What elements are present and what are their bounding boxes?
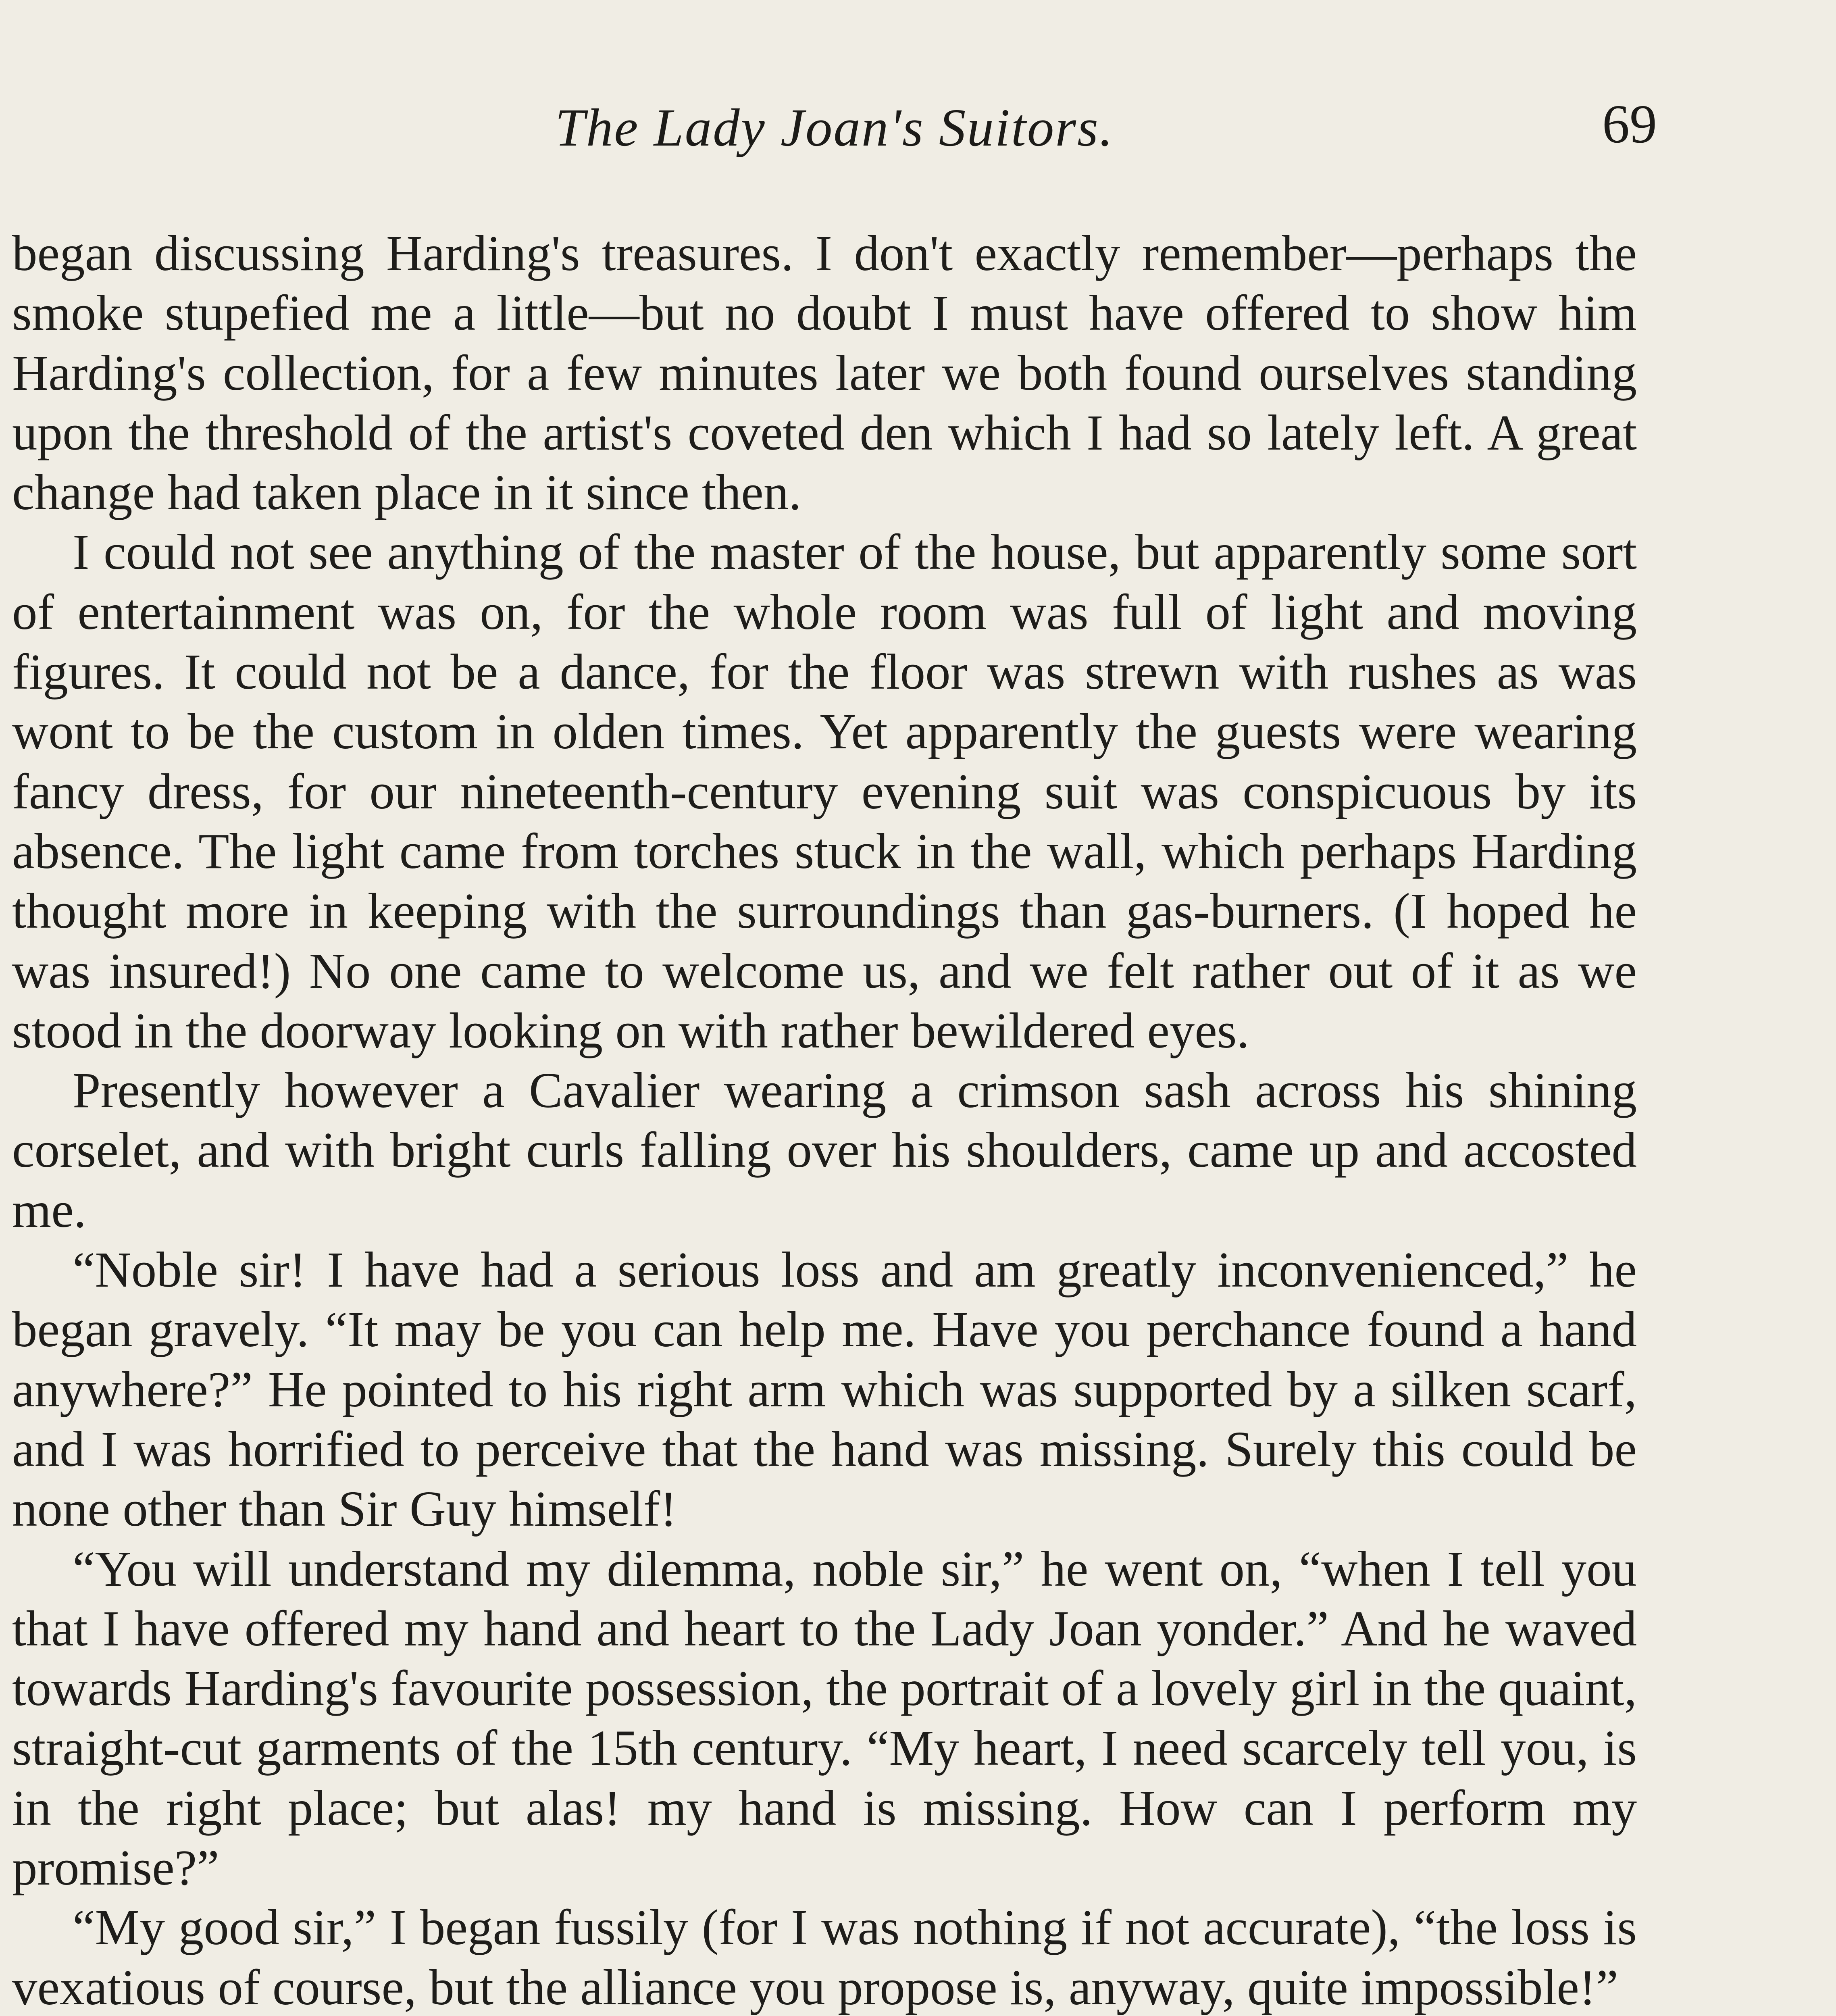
page-number: 69 xyxy=(1602,94,1657,154)
paragraph: I could not see anything of the master of the house, but apparently some sort of entertainment was on, for the whole room was full of light and moving figures. It could not be a dance, for the floor was strewn with rushes as was wont to be the custom in olden times. Yet apparently the guests were wearing fancy dress, for our nineteenth-century evening suit was conspicuous by its absence. The light came from torches stuck in the wall, which perhaps Harding thought more in keeping with the surroundings than gas-burners. (I hoped he was insured!) No one came to welcome us, and we felt rather out of it as we stood in the doorway looking on with rather bewildered eyes. xyxy=(12,525,1637,1059)
paragraph: “My good sir,” I began fussily (for I was nothing if not accurate), “the loss is vexatious of course, but the alliance you propose is, anyway, quite impossible!” xyxy=(12,1900,1637,2016)
paragraph: Presently however a Cavalier wearing a crimson sash across his shining corselet, and with bright curls falling over his shoulders, came up and accosted me. xyxy=(12,1063,1637,1238)
paragraph: “Noble sir! I have had a serious loss and am greatly inconvenienced,” he began gravely. “It may be you can help me. Have you perchance found a hand anywhere?” He pointed to his right arm which was supported by a silken scarf, and I was horrified to perceive that the hand was missing. Surely this could be none other than Sir Guy himself! xyxy=(12,1242,1637,1537)
body-text xyxy=(12,224,1637,2016)
page-header xyxy=(12,94,1657,181)
paragraph: began discussing Harding's treasures. I don't exactly remember—perhaps the smoke stupefied me a little—but no doubt I must have offered to show him Harding's collection, for a few minutes later we both found ourselves standing upon the threshold of the artist's coveted den which I had so lately left. A great change had taken place in it since then. xyxy=(12,226,1637,521)
paragraph: “You will understand my dilemma, noble sir,” he went on, “when I tell you that I have offered my hand and heart to the Lady Joan yonder.” And he waved towards Harding's favourite possession, the portrait of a lovely girl in the quaint, straight-cut garments of the 15th century. “My heart, I need scarcely tell you, is in the right place; but alas! my hand is missing. How can I perform my promise?” xyxy=(12,1541,1637,1896)
running-title: The Lady Joan's Suitors. xyxy=(555,98,1114,157)
